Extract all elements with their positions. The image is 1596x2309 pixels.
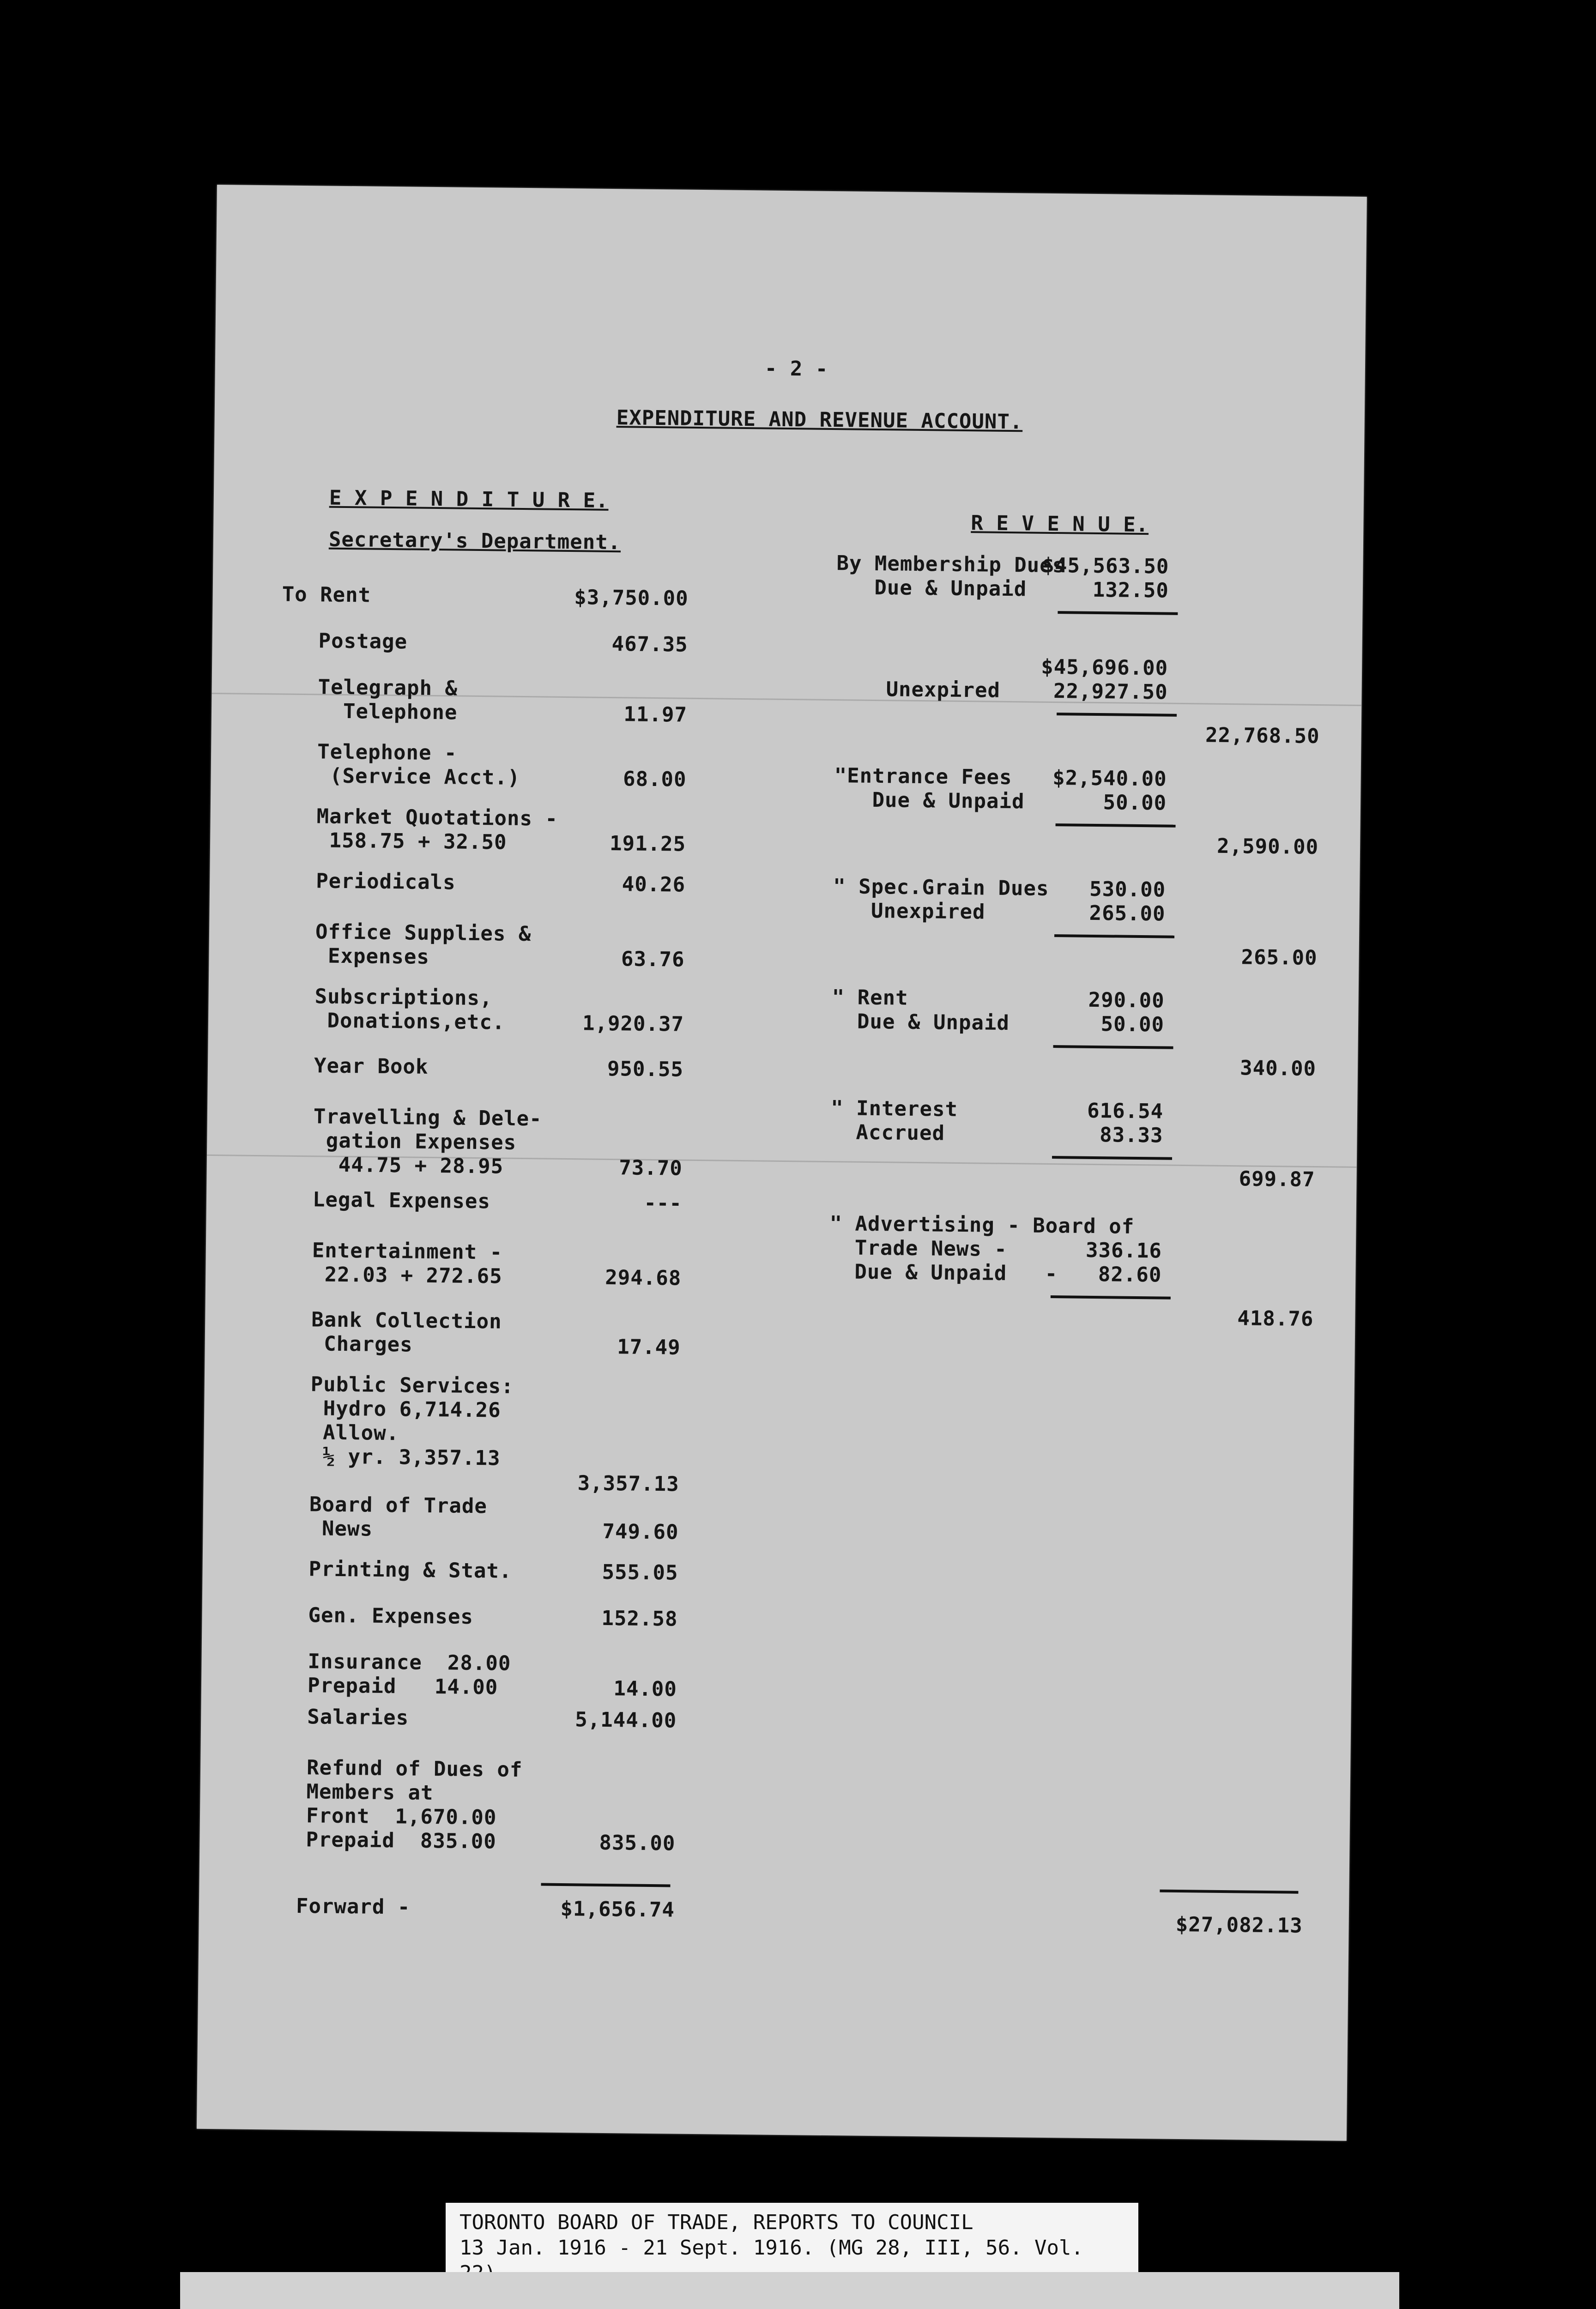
subtotal-rule xyxy=(1057,713,1177,717)
expenditure-item-label: Postage xyxy=(318,629,408,654)
expenditure-item-amount: 40.26 xyxy=(622,872,686,897)
revenue-item-label: Trade News - xyxy=(829,1236,1008,1262)
expenditure-item-amount: 3,357.13 xyxy=(577,1471,679,1496)
expenditure-item-amount: 68.00 xyxy=(623,767,687,792)
expenditure-item-label: Refund of Dues of xyxy=(306,1756,523,1782)
revenue-item-label: Unexpired xyxy=(835,677,1001,702)
revenue-item-amount: 616.54 xyxy=(1087,1099,1164,1124)
expenditure-item-label: Charges xyxy=(311,1332,413,1357)
revenue-item-label: " Spec.Grain Dues xyxy=(833,875,1049,901)
expenditure-item-label: Office Supplies & xyxy=(315,920,532,946)
subtotal-rule xyxy=(1056,823,1176,828)
revenue-list xyxy=(217,185,1367,197)
subtotal-rule xyxy=(1054,934,1174,938)
revenue-item-amount: $2,540.00 xyxy=(1052,766,1167,791)
revenue-item-label: " Rent xyxy=(832,985,908,1010)
expenditure-list xyxy=(217,185,1367,197)
expenditure-item-label: Market Quotations - xyxy=(316,804,558,831)
revenue-item-amount: 82.60 xyxy=(1098,1263,1162,1287)
expenditure-item-label: Periodicals xyxy=(315,869,456,895)
forward-amount: $1,656.74 xyxy=(560,1897,675,1922)
expenditure-item-label: Hydro 6,714.26 xyxy=(310,1396,501,1422)
revenue-item-label: Due & Unpaid xyxy=(834,788,1025,814)
revenue-item-amount: 22,927.50 xyxy=(1053,679,1168,704)
expenditure-item-amount: 63.76 xyxy=(621,947,685,972)
expenditure-item-label: 22.03 + 272.65 xyxy=(312,1263,502,1288)
revenue-item-amount: $45,696.00 xyxy=(1040,655,1168,680)
expenditure-item-label: (Service Acct.) xyxy=(317,764,520,790)
subtotal-rule xyxy=(1051,1295,1171,1300)
revenue-item-label: Unexpired xyxy=(833,899,985,924)
expenditure-item-amount: 17.49 xyxy=(617,1335,681,1360)
revenue-item-label: By Membership Dues xyxy=(836,551,1065,578)
expenditure-item-label: Front 1,670.00 xyxy=(306,1804,497,1830)
revenue-item-label: " Advertising - Board of xyxy=(829,1212,1135,1239)
expenditure-item-label: Board of Trade xyxy=(309,1493,488,1518)
revenue-item-amount: 530.00 xyxy=(1089,877,1166,902)
expenditure-item-label: Prepaid 14.00 xyxy=(307,1674,498,1699)
expenditure-item-label: Insurance 28.00 xyxy=(308,1650,511,1675)
revenue-subtotal: 22,768.50 xyxy=(1205,723,1320,749)
revenue-item-amount: 50.00 xyxy=(1103,791,1167,815)
expenditure-item-label: Year Book xyxy=(314,1054,429,1079)
expenditure-item-amount: 467.35 xyxy=(611,632,688,657)
total-rule xyxy=(1160,1890,1298,1894)
expenditure-item-amount: 950.55 xyxy=(607,1057,684,1082)
revenue-total: $27,082.13 xyxy=(1175,1912,1303,1938)
expenditure-item-label: Telephone xyxy=(317,699,458,725)
revenue-item-amount: 132.50 xyxy=(1092,578,1169,603)
document-page xyxy=(197,185,1367,2141)
revenue-item-amount: 83.33 xyxy=(1099,1123,1163,1148)
archives-stamp xyxy=(180,2272,1399,2309)
expenditure-item-amount: 14.00 xyxy=(613,1677,677,1701)
expenditure-item-label: Public Services: xyxy=(310,1372,514,1398)
revenue-item-amount: $45,563.50 xyxy=(1042,553,1169,579)
expenditure-item-amount: 1,920.37 xyxy=(582,1011,684,1036)
revenue-item-label: Due & Unpaid xyxy=(836,575,1027,601)
page-number: - 2 - xyxy=(764,357,828,381)
subtotal-rule xyxy=(1053,1045,1173,1049)
expenditure-item-amount: 152.58 xyxy=(601,1606,678,1631)
archive-label-line1: TORONTO BOARD OF TRADE, REPORTS TO COUNCIL xyxy=(459,2211,973,2234)
expenditure-item-label: Printing & Stat. xyxy=(308,1557,512,1583)
revenue-subtotal: 2,590.00 xyxy=(1216,834,1319,859)
expenditure-item-amount: --- xyxy=(644,1191,683,1215)
revenue-item-label: " Interest xyxy=(830,1096,958,1121)
expenditure-heading: E X P E N D I T U R E. xyxy=(329,486,609,513)
revenue-subtotal: 699.87 xyxy=(1239,1167,1315,1192)
revenue-item-label: Due & Unpaid xyxy=(831,1009,1010,1035)
expenditure-item-label: Subscriptions, xyxy=(314,985,493,1010)
expenditure-item-label: Telegraph & xyxy=(318,675,458,701)
subtotal-rule xyxy=(1052,1156,1172,1160)
expenditure-item-amount: 749.60 xyxy=(602,1519,679,1544)
expenditure-item-label: Telephone - xyxy=(317,740,457,765)
expenditure-item-label: Prepaid 835.00 xyxy=(306,1828,497,1854)
revenue-item-amount: 336.16 xyxy=(1085,1238,1162,1263)
expenditure-item-label: Donations,etc. xyxy=(314,1009,505,1034)
expenditure-item-label: 158.75 + 32.50 xyxy=(316,828,507,854)
expenditure-item-amount: 73.70 xyxy=(619,1156,683,1180)
expenditure-item-label: ½ yr. 3,357.13 xyxy=(309,1445,501,1470)
revenue-subtotal: 340.00 xyxy=(1239,1056,1317,1081)
revenue-item-label: "Entrance Fees xyxy=(834,764,1012,790)
expenditure-item-label: Allow. xyxy=(310,1420,399,1445)
archive-label xyxy=(446,2203,1138,2277)
subtotal-rule xyxy=(1058,611,1178,615)
expenditure-subheading: Secretary's Department. xyxy=(328,527,621,555)
expenditure-item-label: Salaries xyxy=(307,1705,409,1730)
revenue-item-amount: 290.00 xyxy=(1088,988,1165,1013)
expenditure-item-label: gation Expenses xyxy=(313,1129,517,1154)
expenditure-item-label: Travelling & Dele- xyxy=(313,1105,542,1131)
expenditure-item-label: Expenses xyxy=(315,944,430,969)
expenditure-item-amount: 11.97 xyxy=(623,702,688,727)
expenditure-item-amount: 294.68 xyxy=(605,1265,682,1290)
expenditure-item-amount: 555.05 xyxy=(602,1560,678,1585)
revenue-subtotal: 265.00 xyxy=(1241,945,1318,970)
expenditure-item-label: News xyxy=(309,1517,373,1541)
expenditure-item-label: Gen. Expenses xyxy=(308,1603,474,1629)
expenditure-item-label: 44.75 + 28.95 xyxy=(313,1153,504,1179)
expenditure-item-amount: 191.25 xyxy=(609,831,686,856)
revenue-item-amount: 265.00 xyxy=(1089,901,1166,926)
revenue-heading: R E V E N U E. xyxy=(971,511,1149,537)
forward-label: Forward - xyxy=(296,1894,411,1919)
revenue-subtotal: 418.76 xyxy=(1237,1306,1314,1331)
revenue-item-label: Due & Unpaid - xyxy=(829,1260,1058,1286)
revenue-item-amount: 50.00 xyxy=(1100,1012,1165,1037)
expenditure-item-amount: $3,750.00 xyxy=(574,586,689,610)
expenditure-item-label: Bank Collection xyxy=(311,1308,502,1334)
expenditure-item-label: Members at xyxy=(306,1780,434,1805)
expenditure-item-label: Entertainment - xyxy=(312,1239,503,1264)
total-rule xyxy=(541,1883,670,1887)
expenditure-item-amount: 5,144.00 xyxy=(575,1708,677,1733)
revenue-item-label: Accrued xyxy=(830,1120,945,1145)
expenditure-item-label: Legal Expenses xyxy=(312,1188,491,1214)
expenditure-item-label: To Rent xyxy=(282,582,371,607)
archive-label-line2: 13 Jan. 1916 - 21 Sept. 1916. (MG 28, III, 56. Vol. xyxy=(459,2236,1084,2260)
expenditure-item-amount: 835.00 xyxy=(599,1831,676,1856)
page-title: EXPENDITURE AND REVENUE ACCOUNT. xyxy=(616,406,1023,434)
